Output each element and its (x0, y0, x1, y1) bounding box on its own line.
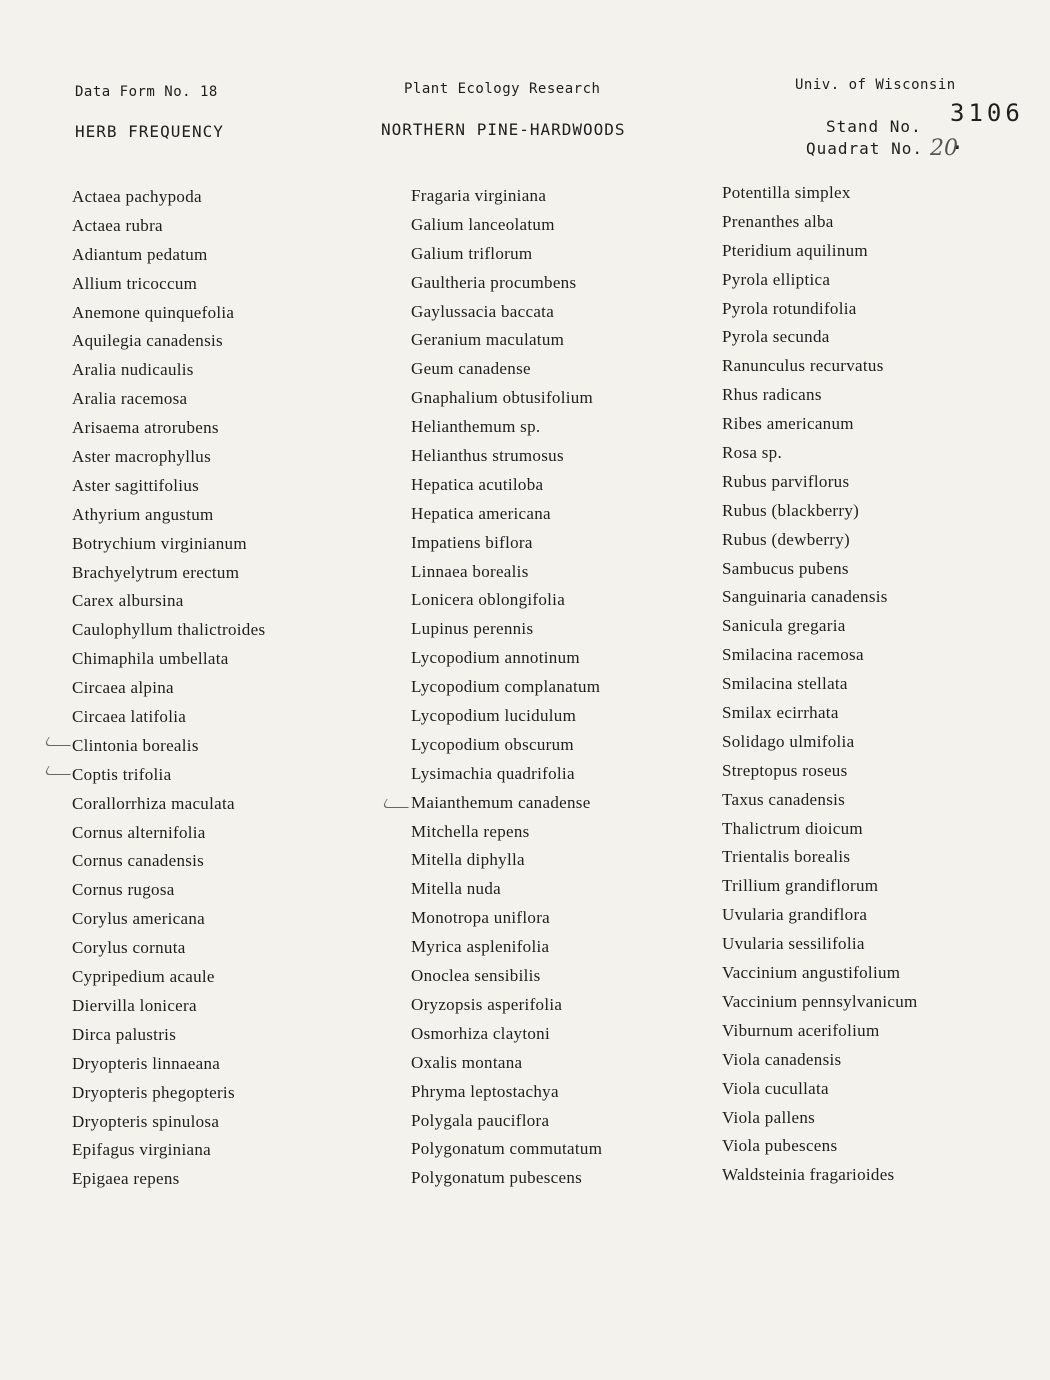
species-item: Solidago ulmifolia (722, 731, 855, 751)
species-item: Impatiens biflora (411, 532, 533, 552)
quadrat-number: 20 (930, 136, 958, 161)
species-item: Athyrium angustum (72, 504, 214, 524)
species-item: Onoclea sensibilis (411, 966, 541, 986)
species-item: Adiantum pedatum (72, 244, 208, 264)
species-item: Rubus (dewberry) (722, 529, 851, 549)
check-mark (43, 737, 75, 746)
species-item: Monotropa uniflora (411, 908, 551, 928)
species-item: Trientalis borealis (722, 847, 851, 867)
form-subject: HERB FREQUENCY (75, 122, 224, 141)
species-item: Streptopus roseus (722, 760, 848, 780)
species-item: Viola pubescens (722, 1136, 838, 1156)
species-item: Lycopodium lucidulum (411, 706, 577, 726)
species-item: Pyrola elliptica (722, 269, 831, 289)
species-item: Rubus parviflorus (722, 471, 850, 491)
species-item: Lonicera oblongifolia (411, 590, 566, 610)
species-item: Myrica asplenifolia (411, 937, 550, 957)
university-name: Univ. of Wisconsin (795, 77, 956, 93)
species-item: Carex albursina (72, 591, 184, 611)
species-item: Geum canadense (411, 359, 531, 379)
species-item: Viola pallens (722, 1107, 816, 1127)
species-item: Allium tricoccum (72, 273, 198, 293)
species-item: Smilax ecirrhata (722, 703, 839, 723)
species-item: Brachyelytrum erectum (72, 562, 240, 582)
species-item: Corylus cornuta (72, 938, 186, 958)
species-item: Aralia nudicaulis (72, 360, 194, 380)
species-column-2 (411, 182, 602, 1193)
species-item: Dryopteris linnaeana (72, 1053, 221, 1073)
species-item: Sanicula gregaria (722, 616, 846, 636)
quadrat-label: Quadrat No. (806, 139, 923, 158)
species-item: Lycopodium obscurum (411, 734, 574, 754)
program-title: Plant Ecology Research (404, 81, 601, 97)
species-item: Epigaea repens (72, 1169, 180, 1189)
species-item: Coptis trifolia (72, 764, 172, 784)
species-item: Viola canadensis (722, 1049, 842, 1069)
species-item: Rosa sp. (722, 443, 783, 463)
species-item: Cornus rugosa (72, 880, 175, 900)
species-item: Ribes americanum (722, 414, 854, 434)
species-item: Gaultheria procumbens (411, 272, 577, 292)
species-item: Waldsteinia fragarioides (722, 1165, 895, 1185)
species-item: Pyrola secunda (722, 327, 830, 347)
species-item: Thalictrum dioicum (722, 818, 863, 838)
species-item: Smilacina racemosa (722, 645, 864, 665)
species-item: Uvularia sessilifolia (722, 934, 865, 954)
species-item: Arisaema atrorubens (72, 418, 219, 438)
species-item: Helianthemum sp. (411, 417, 541, 437)
species-item: Gnaphalium obtusifolium (411, 388, 594, 408)
species-item: Gaylussacia baccata (411, 301, 555, 321)
community-title: NORTHERN PINE-HARDWOODS (381, 120, 626, 139)
species-item: Viola cucullata (722, 1078, 829, 1098)
species-item: Oryzopsis asperifolia (411, 994, 563, 1014)
species-item: Helianthus strumosus (411, 446, 564, 466)
species-column-3 (722, 179, 918, 1190)
species-item: Mitchella repens (411, 821, 530, 841)
species-column-1 (72, 183, 265, 1194)
stand-number: 3106 . (950, 99, 1024, 155)
check-mark (381, 799, 413, 808)
species-item: Viburnum acerifolium (722, 1020, 880, 1040)
stand-label: Stand No. (826, 117, 922, 136)
species-item: Pteridium aquilinum (722, 240, 868, 260)
species-item: Cypripedium acaule (72, 967, 215, 987)
species-item: Taxus canadensis (722, 789, 846, 809)
species-item: Potentilla simplex (722, 183, 851, 202)
species-item: Lycopodium complanatum (411, 677, 601, 697)
species-item: Circaea latifolia (72, 707, 187, 727)
species-item: Mitella nuda (411, 879, 501, 899)
species-item: Rhus radicans (722, 385, 822, 405)
species-item: Aster macrophyllus (72, 447, 212, 467)
check-mark (43, 766, 75, 775)
species-item: Fragaria virginiana (411, 186, 547, 205)
species-item: Maianthemum canadense (411, 792, 591, 812)
species-item: Pyrola rotundifolia (722, 298, 857, 318)
species-item: Polygala pauciflora (411, 1110, 550, 1130)
species-item: Cornus alternifolia (72, 822, 206, 842)
species-item: Dirca palustris (72, 1024, 177, 1044)
species-item: Circaea alpina (72, 678, 174, 698)
species-item: Clintonia borealis (72, 735, 199, 755)
species-item: Corylus americana (72, 909, 206, 929)
species-item: Polygonatum pubescens (411, 1168, 583, 1188)
species-item: Aralia racemosa (72, 389, 188, 409)
species-item: Hepatica acutiloba (411, 474, 544, 494)
species-item: Vaccinium angustifolium (722, 963, 901, 983)
species-item: Polygonatum commutatum (411, 1139, 603, 1159)
species-item: Galium lanceolatum (411, 214, 555, 234)
species-item: Rubus (blackberry) (722, 500, 860, 520)
species-item: Lycopodium annotinum (411, 648, 580, 668)
species-item: Corallorrhiza maculata (72, 793, 235, 813)
species-item: Galium triflorum (411, 243, 533, 263)
species-item: Geranium maculatum (411, 330, 565, 350)
species-item: Botrychium virginianum (72, 533, 247, 553)
species-item: Dryopteris spinulosa (72, 1111, 220, 1131)
species-item: Ranunculus recurvatus (722, 356, 884, 376)
species-item: Lupinus perennis (411, 619, 534, 639)
species-item: Actaea pachypoda (72, 187, 202, 206)
species-item: Trillium grandiflorum (722, 876, 879, 896)
species-item: Prenanthes alba (722, 211, 834, 231)
species-item: Linnaea borealis (411, 561, 529, 581)
species-item: Vaccinium pennsylvanicum (722, 991, 918, 1011)
species-item: Oxalis montana (411, 1052, 523, 1072)
species-item: Uvularia grandiflora (722, 905, 868, 925)
species-item: Phryma leptostachya (411, 1081, 559, 1101)
form-number: Data Form No. 18 (75, 84, 218, 100)
species-item: Actaea rubra (72, 215, 163, 235)
species-item: Epifagus virginiana (72, 1140, 211, 1160)
species-item: Smilacina stellata (722, 674, 848, 694)
species-item: Sanguinaria canadensis (722, 587, 888, 607)
species-item: Osmorhiza claytoni (411, 1023, 551, 1043)
species-item: Mitella diphylla (411, 850, 525, 870)
species-item: Dryopteris phegopteris (72, 1082, 235, 1102)
species-item: Anemone quinquefolia (72, 302, 235, 322)
species-item: Aster sagittifolius (72, 475, 200, 495)
species-item: Lysimachia quadrifolia (411, 763, 575, 783)
species-item: Hepatica americana (411, 503, 551, 523)
species-item: Aquilegia canadensis (72, 331, 223, 351)
species-item: Sambucus pubens (722, 558, 849, 578)
species-item: Chimaphila umbellata (72, 649, 229, 669)
species-item: Caulophyllum thalictroides (72, 620, 266, 640)
species-item: Cornus canadensis (72, 851, 205, 871)
species-item: Diervilla lonicera (72, 995, 197, 1015)
